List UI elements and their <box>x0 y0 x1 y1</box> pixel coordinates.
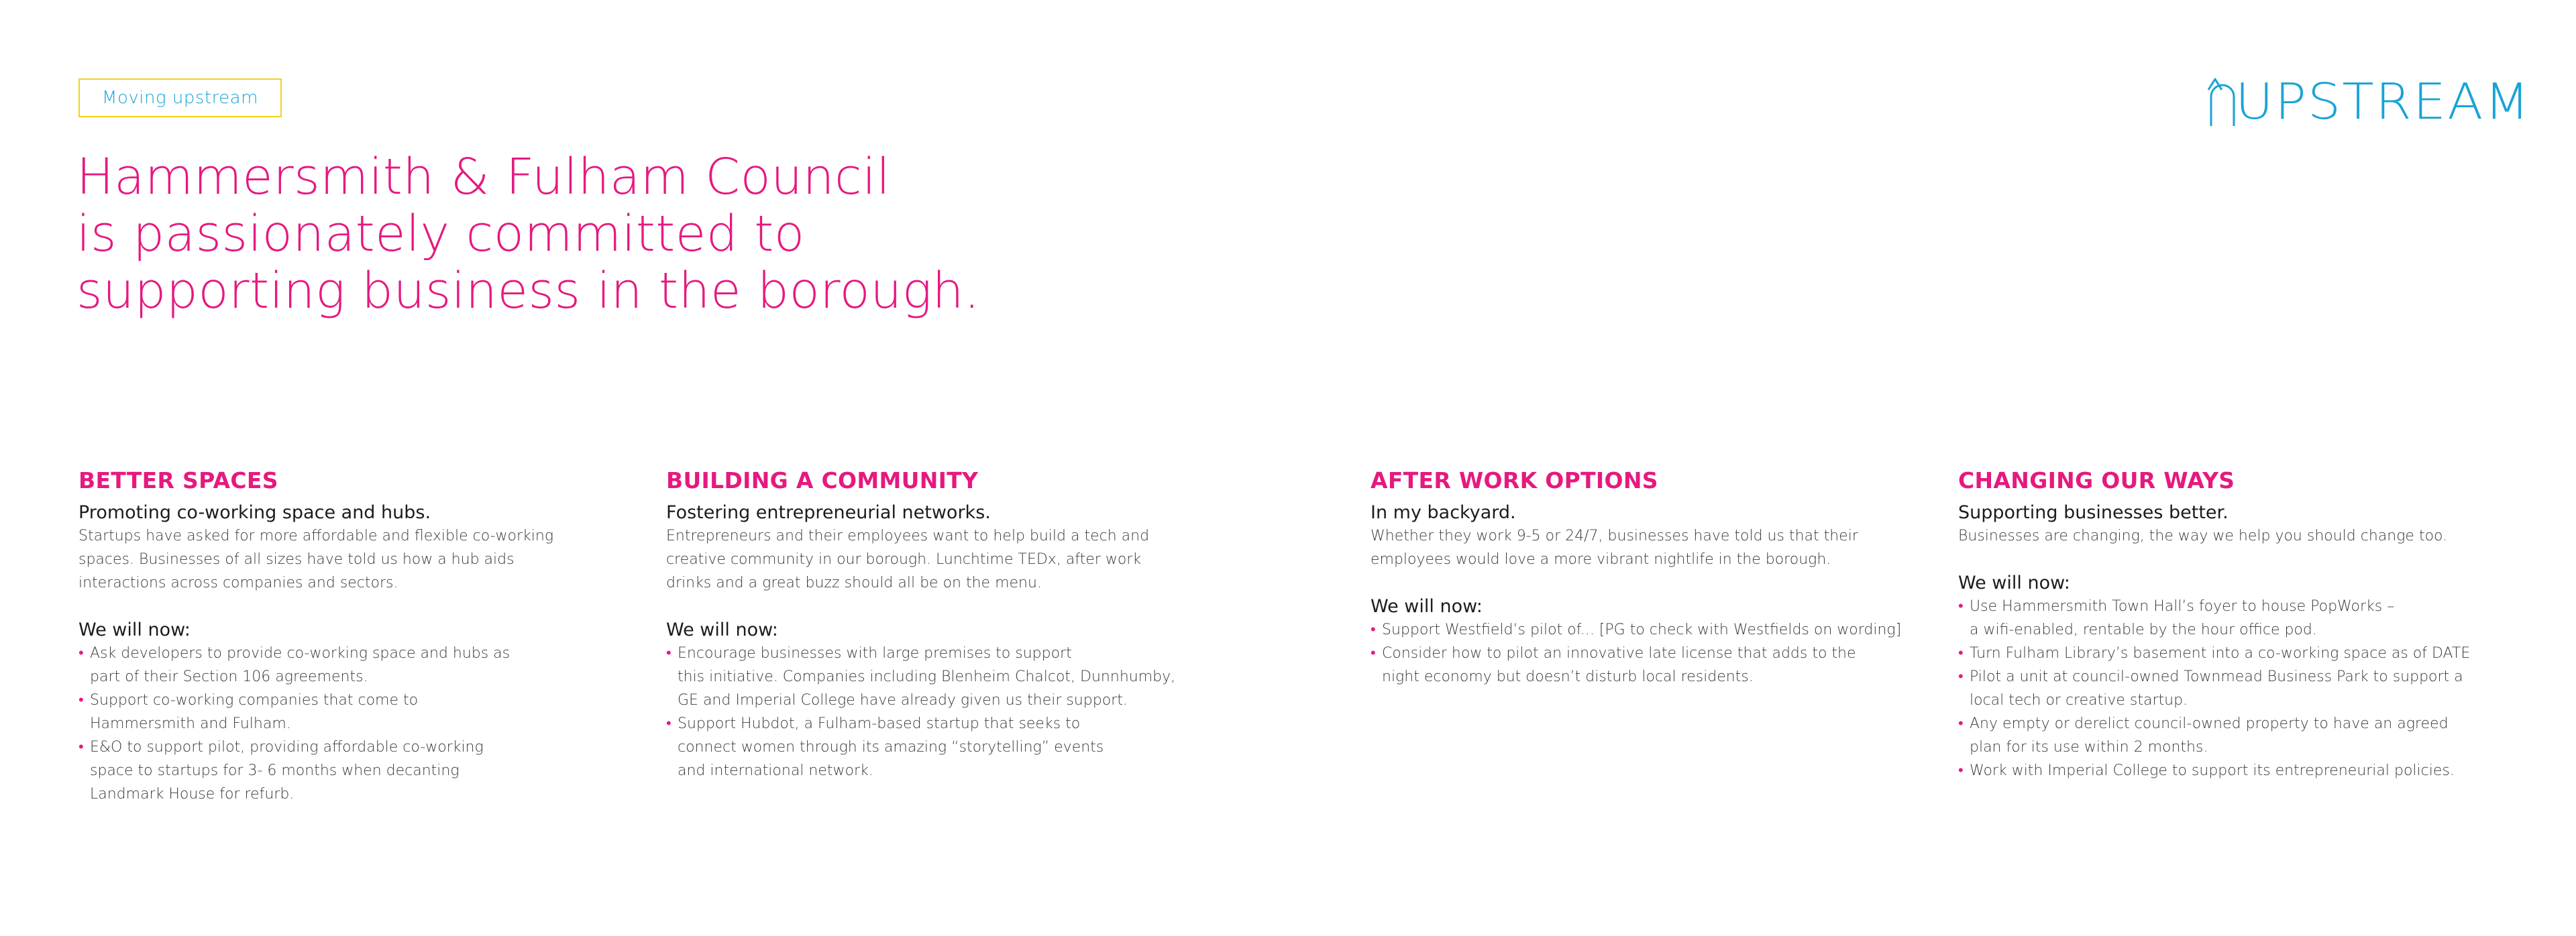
list-item <box>78 642 553 689</box>
list-item <box>1958 712 2470 759</box>
bullet-dot-icon: • <box>78 645 84 662</box>
list-item-line: Support Hubdot, a Fulham-based startup that seeks to <box>678 715 1081 732</box>
column-better-spaces <box>78 467 553 806</box>
list-item <box>1958 759 2470 782</box>
column-title: AFTER WORK OPTIONS <box>1371 467 1658 493</box>
list-item-line: a wifi-enabled, rentable by the hour office pod. <box>1970 622 2317 638</box>
column-title: BUILDING A COMMUNITY <box>666 467 979 493</box>
list-item-line: Use Hammersmith Town Hall’s foyer to house PopWorks – <box>1970 598 2395 615</box>
body-line: Entrepreneurs and their employees want to help build a tech and <box>666 528 1150 544</box>
bullet-dot-icon: • <box>1958 762 1964 779</box>
column-subhead: In my backyard. <box>1371 502 1516 523</box>
list-item-line: connect women through its amazing “storytelling” events <box>678 739 1104 756</box>
headline <box>76 149 1150 320</box>
list-item-line: Any empty or derelict council-owned property to have an agreed <box>1970 715 2449 732</box>
list-item-line: Hammersmith and Fulham. <box>90 715 291 732</box>
list-item <box>666 642 1175 712</box>
bullet-list <box>1958 595 2470 782</box>
body-line: Whether they work 9-5 or 24/7, businesses have told us that their <box>1371 528 1858 544</box>
list-item <box>1958 665 2470 712</box>
list-item-line: Pilot a unit at council-owned Townmead Business Park to support a <box>1970 668 2463 685</box>
will-now-heading: We will now: <box>666 620 778 640</box>
column-body <box>666 524 1175 595</box>
list-item-line: and international network. <box>678 762 873 779</box>
list-item-line: Support Westfield’s pilot of... [PG to check with Westfields on wording] <box>1382 622 1902 638</box>
bullet-dot-icon: • <box>666 715 672 732</box>
column-subhead: Promoting co-working space and hubs. <box>78 502 431 523</box>
bullet-dot-icon: • <box>1958 645 1964 662</box>
list-item-line: Encourage businesses with large premises to support <box>678 645 1072 662</box>
list-item <box>78 736 553 806</box>
headline-line: Hammersmith & Fulham Council <box>76 148 891 206</box>
column-building-a-community <box>666 467 1175 782</box>
list-item-line: part of their Section 106 agreements. <box>90 668 368 685</box>
logo-text: UPSTREAM <box>2235 73 2531 131</box>
will-now-heading: We will now: <box>78 620 191 640</box>
list-item-line: GE and Imperial College have already given us their support. <box>678 692 1128 709</box>
bullet-dot-icon: • <box>1958 715 1964 732</box>
list-item-line: Turn Fulham Library’s basement into a co-working space as of DATE <box>1970 645 2471 662</box>
list-item-line: space to startups for 3- 6 months when decanting <box>90 762 460 779</box>
list-item-line: Work with Imperial College to support its entrepreneurial policies. <box>1970 762 2455 779</box>
will-now-heading: We will now: <box>1371 596 1483 617</box>
column-title: CHANGING OUR WAYS <box>1958 467 2235 493</box>
list-item-line: plan for its use within 2 months. <box>1970 739 2208 756</box>
column-body <box>1371 524 1901 571</box>
up-arrow-icon <box>2207 76 2238 126</box>
bullet-list <box>1371 618 1901 689</box>
list-item-line: Ask developers to provide co-working space and hubs as <box>90 645 511 662</box>
bullet-list <box>78 642 553 806</box>
body-line: spaces. Businesses of all sizes have told us how a hub aids <box>78 551 515 568</box>
body-line: employees would love a more vibrant nightlife in the borough. <box>1371 551 1831 568</box>
list-item <box>1958 642 2470 665</box>
bullet-dot-icon: • <box>1371 622 1376 638</box>
list-item <box>1371 618 1901 642</box>
upstream-logo <box>2207 72 2531 131</box>
bullet-dot-icon: • <box>1958 598 1964 615</box>
body-line: Startups have asked for more affordable and flexible co-working <box>78 528 554 544</box>
bullet-dot-icon: • <box>1958 668 1964 685</box>
bullet-dot-icon: • <box>78 739 84 756</box>
list-item-line: this initiative. Companies including Blenheim Chalcot, Dunnhumby, <box>678 668 1176 685</box>
body-line: drinks and a great buzz should all be on the menu. <box>666 575 1042 591</box>
column-subhead: Supporting businesses better. <box>1958 502 2229 523</box>
column-subhead: Fostering entrepreneurial networks. <box>666 502 991 523</box>
headline-line: is passionately committed to <box>76 205 805 263</box>
list-item-line: Consider how to pilot an innovative late license that adds to the <box>1382 645 1856 662</box>
section-tag: Moving upstream <box>78 78 282 117</box>
list-item <box>666 712 1175 782</box>
list-item <box>78 689 553 736</box>
list-item <box>1371 642 1901 689</box>
column-after-work-options <box>1371 467 1901 689</box>
list-item-line: Support co-working companies that come to <box>90 692 419 709</box>
bullet-dot-icon: • <box>1371 645 1376 662</box>
headline-line: supporting business in the borough. <box>76 262 981 320</box>
list-item-line: Landmark House for refurb. <box>90 786 294 803</box>
column-changing-our-ways <box>1958 467 2470 782</box>
body-line: interactions across companies and sectors. <box>78 575 398 591</box>
bullet-dot-icon: • <box>78 692 84 709</box>
column-body <box>1958 524 2470 548</box>
body-line: creative community in our borough. Lunchtime TEDx, after work <box>666 551 1142 568</box>
column-body <box>78 524 553 595</box>
list-item-line: night economy but doesn’t disturb local residents. <box>1382 668 1754 685</box>
list-item <box>1958 595 2470 642</box>
list-item-line: E&O to support pilot, providing affordable co-working <box>90 739 484 756</box>
bullet-list <box>666 642 1175 782</box>
will-now-heading: We will now: <box>1958 573 2070 593</box>
body-line: Businesses are changing, the way we help you should change too. <box>1958 528 2448 544</box>
list-item-line: local tech or creative startup. <box>1970 692 2188 709</box>
bullet-dot-icon: • <box>666 645 672 662</box>
column-title: BETTER SPACES <box>78 467 278 493</box>
